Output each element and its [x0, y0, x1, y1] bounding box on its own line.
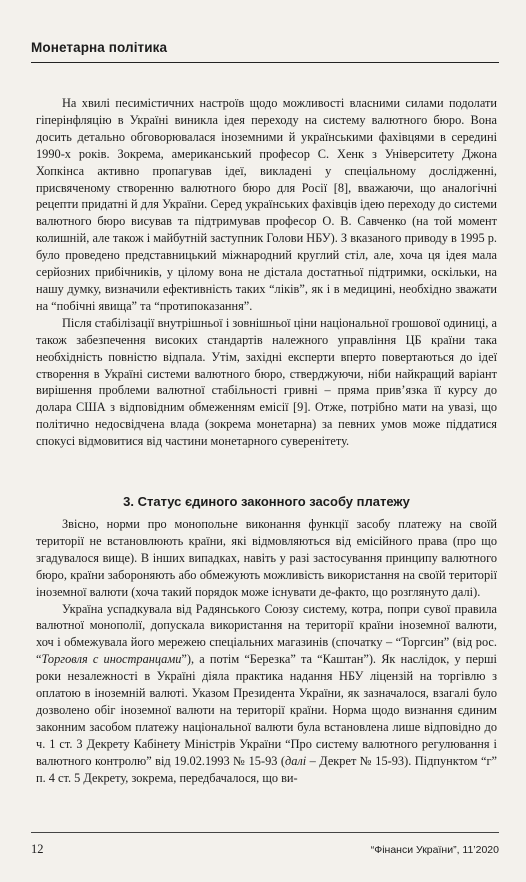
paragraph: Після стабілізації внутрішньої і зовнішньої ціни національної грошової одиниці, а також забезпечення високих стандартів належного управління ЦБ країни така необхідність повністю відпала. Утім, західні експерти вперто повертаються до ідеї створення в Україні системи валютного бюро, стверджуючи, ніби найкращий варіант вирішення проблеми валютної стабільності гривні – пряма прив’язка її курсу до долара США з відповідним обмеженням емісії [9]. Отже, потрібно мати на увазі, що політично недосвідчена влада (зокрема монетарна) за певних умов може піддатися спокусі відмовитися від частини монетарного суверенітету. [36, 315, 497, 449]
text-run: Україна успадкувала від Радянського Союзу систему, котра, попри сувої правила валютної монополії, допускала використання на території країни іноземної валюти, хоч і обмежувала його мережею спеціальних магазинів (спочатку – “Торгсин” (від рос. “ [36, 601, 497, 667]
header-divider [31, 62, 499, 63]
paragraph [36, 601, 497, 787]
text-run: ”), а потім “Березка” та “Каштан”). Як наслідок, у перші роки незалежності в Україні діяла практика надання НБУ ліцензій на торгівлю з оплатою в іноземній валюті. Указом Президента України, як зазначалося, взагалі було дозволено обіг іноземної валюти на території країни. Норма щодо визнання єдиним законним засобом платежу національної валюти була встановлена лише відповідно до ч. 1 ст. 3 Декрету Кабінету Міністрів України “Про систему валютного регулювання і валютного контролю” від 19.02.1993 № 15-93 ( [36, 652, 497, 768]
section-heading: 3. Статус єдиного законного засобу платежу [123, 494, 410, 509]
journal-citation: “Фінанси України”, 11’2020 [370, 844, 499, 856]
section-3-body [36, 516, 497, 787]
italic-text-run: Торговля с иностранцами [41, 652, 182, 667]
running-header: Монетарна політика [31, 40, 168, 55]
text-run: – Декрет № 15-93). Підпунктом “г” п. 4 ст. 5 Декрету, зокрема, передбачалося, що ви- [36, 753, 497, 785]
footer-divider [31, 832, 499, 833]
page-number: 12 [31, 842, 44, 856]
paragraph: На хвилі песимістичних настроїв щодо можливості власними силами подолати гіперінфляцію в Україні виникла ідея переходу на систему валютного бюро. Вона досить детально обговорювалася іноземними й українськими фахівцями в середині 1990-х років. Зокрема, американський професор С. Хенк з Університету Джона Хопкінса активно пропагував ідеї, викладені у спеціальному дослідженні, присвяченому створенню валютного бюро для Росії [8], вважаючи, що аналогічні рецепти придатні й для України. Серед українських фахівців ідею переходу до системи валютного бюро висував та підтримував професор О. В. Савченко (на той момент колишній, але також і майбутній заступник Голови НБУ). З вказаного приводу в 1995 р. було проведено представницький міжнародний круглий стіл, але, хоча ця ідея мала серйозних прибічників, у цілому вона не дістала достатньої підтримки, оскільки, на нашу думку, визначили ефективність таких “ліків”, як і в медицині, необхідно зважати на “побічні явища” та “протипоказання”. [36, 96, 497, 313]
paragraph: Звісно, норми про монопольне виконання функції засобу платежу на своїй території не встановлюють країни, які відмовляються від емісійного права (про що згадувалося вище). В інших випадках, навіть у разі застосування принципу валютного бюро, країни забороняють або обмежують можливість використання на своїй території іноземної валюти (хоча такий порядок може існувати де-факто, що розглянуто далі). [36, 517, 497, 599]
italic-text-run: далі [284, 753, 307, 768]
section-1-body [36, 95, 497, 450]
